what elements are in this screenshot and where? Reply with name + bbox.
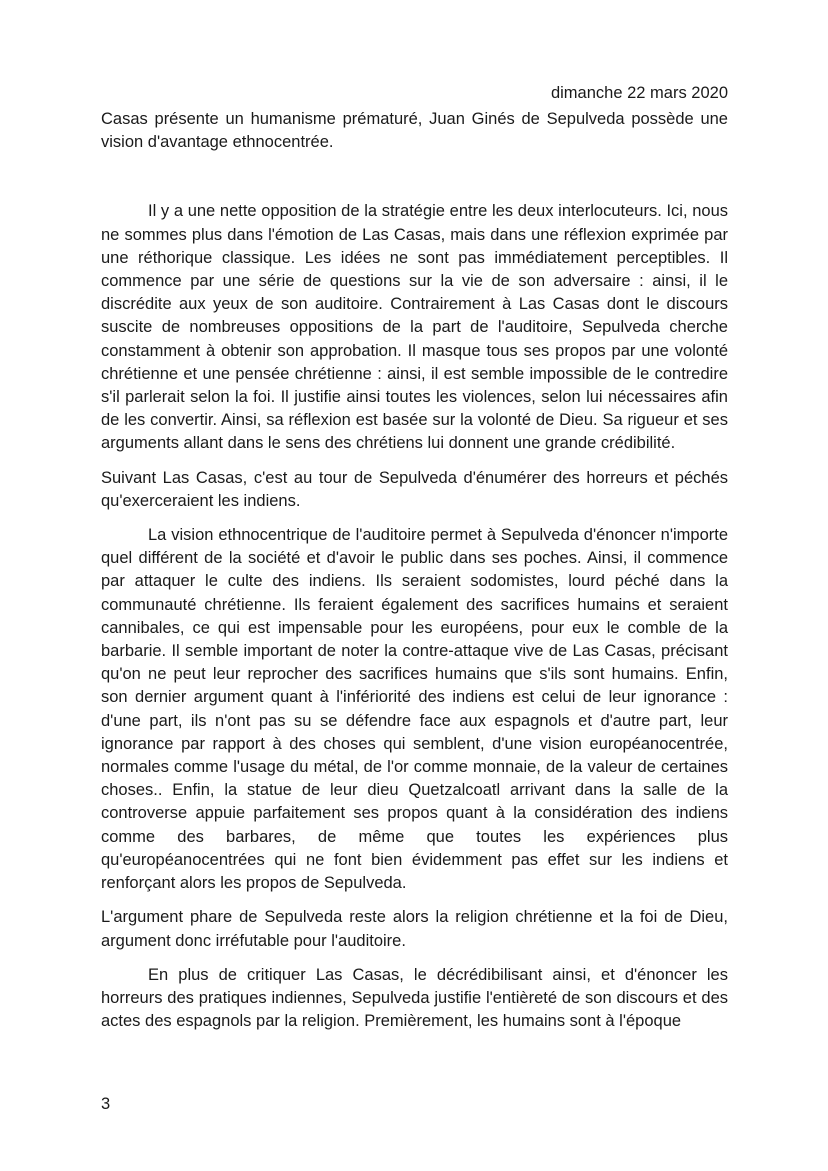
header-date: dimanche 22 mars 2020	[550, 84, 728, 102]
page-number: 3	[101, 1095, 111, 1113]
paragraph-5: L'argument phare de Sepulveda reste alors la religion chrétienne et la foi de Dieu, argument donc irréfutable pour l'auditoire.	[101, 908, 728, 950]
paragraph-2: Il y a une nette opposition de la stratégie entre les deux interlocuteurs. Ici, nous ne sommes plus dans l'émotion de Las Casas, mais dans une réflexion exprimée par une réthorique classique. Les idées ne sont pas immédiatement perceptibles. Il commence par une série de questions sur la vie de son adversaire : ainsi, il le discrédite aux yeux de son auditoire. Contrairement à Las Casas dont le discours suscite de nombreuses oppositions de la part de l'auditoire, Sepulveda cherche constamment à obtenir son approbation. Il masque tous ses propos par une volonté chrétienne et une pensée chrétienne : ainsi, il est semble impossible de le contredire s'il parlerait selon la foi. Il justifie ainsi toutes les violences, selon lui nécessaires afin de les convertir. Ainsi, sa réflexion est basée sur la volonté de Dieu. Sa rigueur et ses arguments allant dans le sens des chrétiens lui donnent une grande crédibilité.	[101, 202, 728, 453]
paragraph-6: En plus de critiquer Las Casas, le décrédibilisant ainsi, et d'énoncer les horreurs des pratiques indiennes, Sepulveda justifie l'entièreté de son discours et des actes des espagnols par la religion. Premièrement, les humains sont à l'époque	[101, 965, 728, 1031]
paragraph-3: Suivant Las Casas, c'est au tour de Sepulveda d'énumérer des horreurs et péchés qu'exerceraient les indiens.	[101, 468, 728, 510]
paragraph-1: Casas présente un humanisme prématuré, Juan Ginés de Sepulveda possède une vision d'avantage ethnocentrée.	[101, 110, 728, 152]
paragraph-4: La vision ethnocentrique de l'auditoire permet à Sepulveda d'énoncer n'importe quel différent de la société et d'avoir le public dans ses poches. Ainsi, il commence par attaquer le culte des indiens. Ils seraient sodomistes, lourd péché dans la communauté chrétienne. Ils feraient également des sacrifices humains et seraient cannibales, ce qui est impensable pour les européens, pour eux le comble de la barbarie. Il semble important de noter la contre-attaque vive de Las Casas, précisant qu'on ne peut leur reprocher des sacrifices humains que s'ils sont humains. Enfin, son dernier argument quant à l'infériorité des indiens est celui de leur ignorance : d'une part, ils n'ont pas su se défendre face aux espagnols et d'autre part, leur ignorance par rapport à des choses qui semblent, d'une vision européanocentrée, normales comme l'usage du métal, de l'or comme monnaie, de la valeur de certaines choses.. Enfin, la statue de leur dieu Quetzalcoatl arrivant dans la salle de la controverse appuie parfaitement ses propos quant à la considération des indiens comme des barbares, de même que toutes les expériences plus qu'européanocentrées qui ne font bien évidemment pas effet sur les indiens et renforçant alors les propos de Sepulveda.	[101, 526, 728, 893]
body-text	[101, 108, 728, 1033]
